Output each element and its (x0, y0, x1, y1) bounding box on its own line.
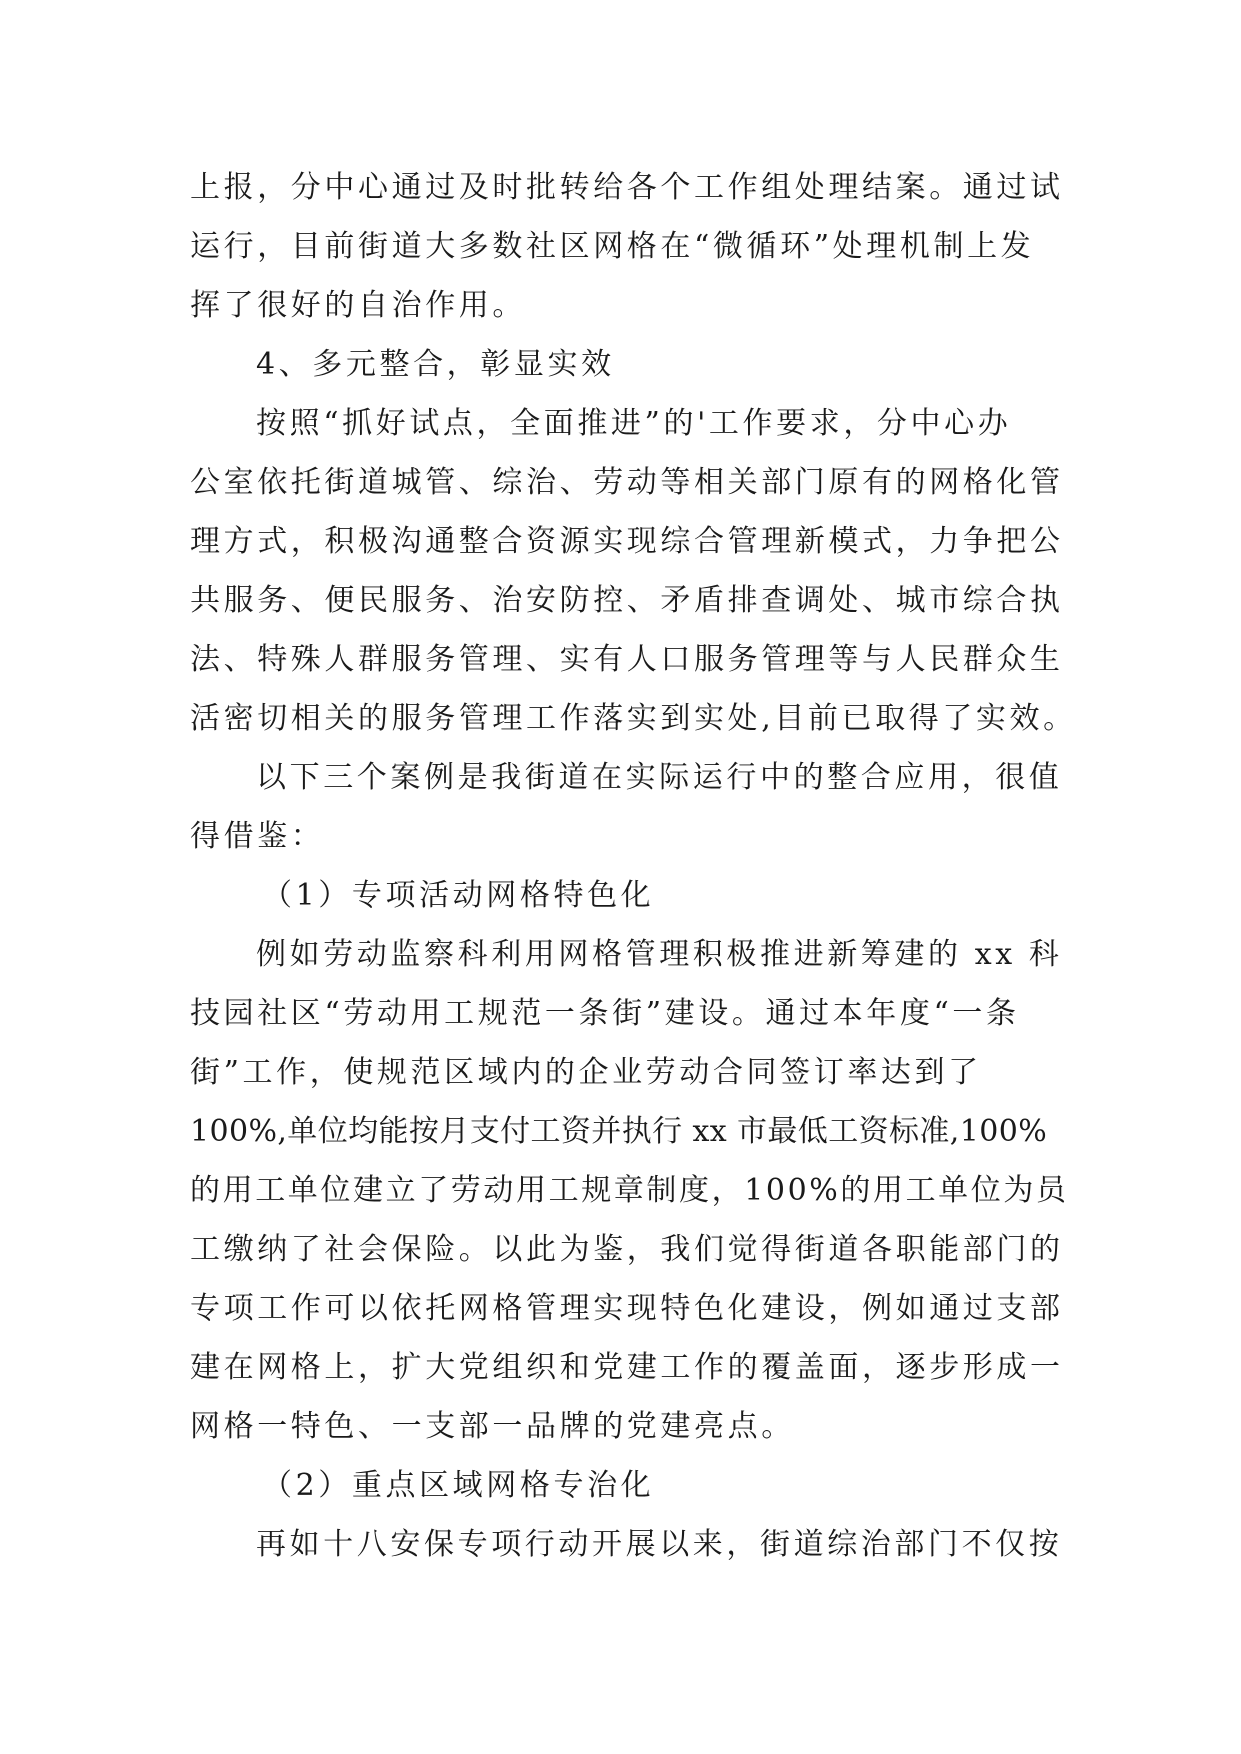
paragraph-line: 再如十八安保专项行动开展以来，街道综治部门不仅按 (256, 1527, 1063, 1562)
subsection-heading: （2）重点区域网格专治化 (262, 1468, 655, 1503)
paragraph-line: 共服务、便民服务、治安防控、矛盾排查调处、城市综合执 (190, 583, 1064, 618)
paragraph-line: 公室依托街道城管、综治、劳动等相关部门原有的网格化管 (190, 465, 1064, 500)
paragraph-line: 上报，分中心通过及时批转给各个工作组处理结案。通过试 (190, 170, 1064, 205)
paragraph-line: 活密切相关的服务管理工作落实到实处,目前已取得了实效。 (190, 701, 1077, 736)
paragraph-line: 以下三个案例是我街道在实际运行中的整合应用，很值 (256, 760, 1063, 795)
paragraph-line: 工缴纳了社会保险。以此为鉴，我们觉得街道各职能部门的 (190, 1232, 1064, 1267)
paragraph-line: 技园社区“劳动用工规范一条街”建设。通过本年度“一条 (190, 996, 1020, 1031)
section-heading: 4、多元整合，彰显实效 (256, 347, 615, 382)
paragraph-line: 专项工作可以依托网格管理实现特色化建设，例如通过支部 (190, 1291, 1064, 1326)
paragraph-line: 得借鉴： (190, 819, 325, 854)
paragraph-line: 建在网格上，扩大党组织和党建工作的覆盖面，逐步形成一 (190, 1350, 1064, 1385)
paragraph-line: 运行，目前街道大多数社区网格在“微循环”处理机制上发 (190, 229, 1035, 264)
body-text (190, 158, 1077, 1574)
paragraph-line: 街”工作，使规范区域内的企业劳动合同签订率达到了 (190, 1055, 982, 1090)
paragraph-line: 例如劳动监察科利用网格管理积极推进新筹建的 xx 科 (256, 937, 1063, 972)
paragraph-line: 法、特殊人群服务管理、实有人口服务管理等与人民群众生 (190, 642, 1064, 677)
paragraph-line: 网格一特色、一支部一品牌的党建亮点。 (190, 1409, 795, 1444)
paragraph-line: 100%,单位均能按月支付工资并执行 xx 市最低工资标准,100% (190, 1114, 1048, 1149)
paragraph-line: 理方式，积极沟通整合资源实现综合管理新模式，力争把公 (190, 524, 1064, 559)
paragraph-line: 挥了很好的自治作用。 (190, 288, 526, 323)
paragraph-line: 按照“抓好试点，全面推进”的'工作要求，分中心办 (256, 406, 1012, 441)
paragraph-line: 的用工单位建立了劳动用工规章制度，100%的用工单位为员 (190, 1173, 1069, 1208)
subsection-heading: （1）专项活动网格特色化 (262, 878, 655, 913)
